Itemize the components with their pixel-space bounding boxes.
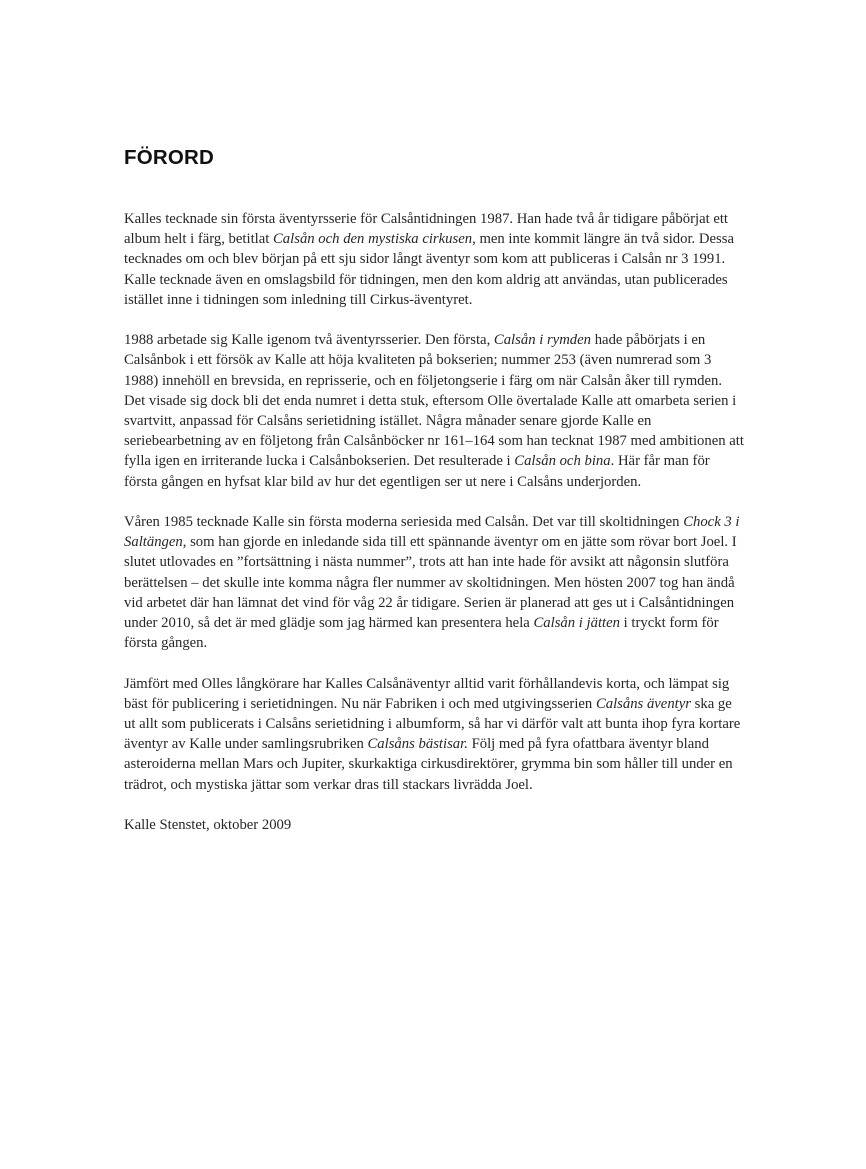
signature: Kalle Stenstet, oktober 2009	[124, 817, 292, 834]
text-run: Våren 1985 tecknade Kalle sin första moderna seriesida med Calsån. Det var till skoltidningen	[124, 514, 684, 531]
text-run: , men inte kommit längre än två sidor. Dessa tecknades om och blev början på ett sju sidor långt äventyr som kom att publiceras i Calsån nr 3 1991. Kalle tecknade även en omslagsbild för tidningen, men den kom aldrig att användas, utan publicerades istället inne i tidningen som inledning till Cirkus-äventyret.	[124, 231, 734, 308]
text-run: hade påbörjats i en Calsånbok i ett försök av Kalle att höja kvaliteten på bokserien; nummer 253 (även numrerad som 3 1988) innehöll en brevsida, en reprisserie, och en följetongserie i färg om när Calsån åker till rymden. Det visade sig dock bli det enda numret i detta stuk, eftersom Olle övertalade Kalle att omarbeta serien i svartvitt, anpassad för Calsåns serietidning istället. Några månader senare gjorde Kalle en seriebearbetning av en följetong från Calsånböcker nr 161–164 som han tecknat 1987 med ambitionen att fylla igen en irriterande lucka i Calsånbokserien. Det resulterade i	[124, 332, 744, 470]
italic-title: Calsån och den mystiska cirkusen	[273, 231, 473, 248]
paragraph-1	[124, 209, 744, 310]
italic-title: Calsån i jätten	[533, 615, 620, 632]
italic-title: Calsån i rymden	[493, 332, 592, 349]
paragraph-4	[124, 674, 744, 795]
italic-title: Calsåns äventyr	[595, 695, 691, 712]
text-run: ska ge ut allt som publicerats i Calsåns serietidning i albumform, så har vi därför valt att bunta ihop fyra kortare äventyr av Kalle under samlingsrubriken	[124, 695, 741, 753]
italic-title: Calsåns bästisar.	[367, 736, 468, 753]
body-text	[124, 209, 744, 855]
text-run: Kalles tecknade sin första äventyrsserie för Calsåntidningen 1987. Han hade två år tidigare påbörjat ett album helt i färg, betitlat	[124, 211, 729, 248]
italic-title: Calsån och bina	[514, 453, 611, 470]
text-run: Jämfört med Olles långkörare har Kalles Calsånäventyr alltid varit förhållandevis korta, och lämpat sig bäst för publicering i serietidningen. Nu när Fabriken i och med utgivingsserien	[124, 675, 730, 712]
page-title: FÖRORD	[124, 146, 215, 169]
text-run: 1988 arbetade sig Kalle igenom två äventyrsserier. Den första,	[124, 332, 494, 349]
text-run: som han gjorde en inledande sida till ett spännande äventyr om en jätte som rövar bort Joel. I slutet utlovades en ”fortsättning i nästa nummer”, trots att han inte hade för avsikt att någonsin slutföra berättelsen – det skulle inte komma några fler nummer av skoltidningen. Men hösten 2007 tog han ändå vid arbetet där han lämnat det vind för våg 22 år tidigare. Serien är planerad att ges ut i Calsåntidningen under 2010, så det är med glädje som jag härmed kan presentera hela	[124, 534, 737, 632]
text-run: i tryckt form för första gången.	[124, 615, 719, 652]
text-run: . Här får man för första gången en hyfsat klar bild av hur det egentligen ser ut nere i Calsåns underjorden.	[124, 453, 710, 490]
paragraph-3	[124, 512, 744, 653]
paragraph-2	[124, 330, 744, 492]
italic-title: Chock 3 i Saltängen,	[124, 514, 740, 551]
text-run: Följ med på fyra ofattbara äventyr bland asteroiderna mellan Mars och Jupiter, skurkaktiga cirkusdirektörer, grymma bin som håller till under en trädrot, och mystiska jättar som verkar dras till stackars livrädda Joel.	[124, 736, 733, 793]
